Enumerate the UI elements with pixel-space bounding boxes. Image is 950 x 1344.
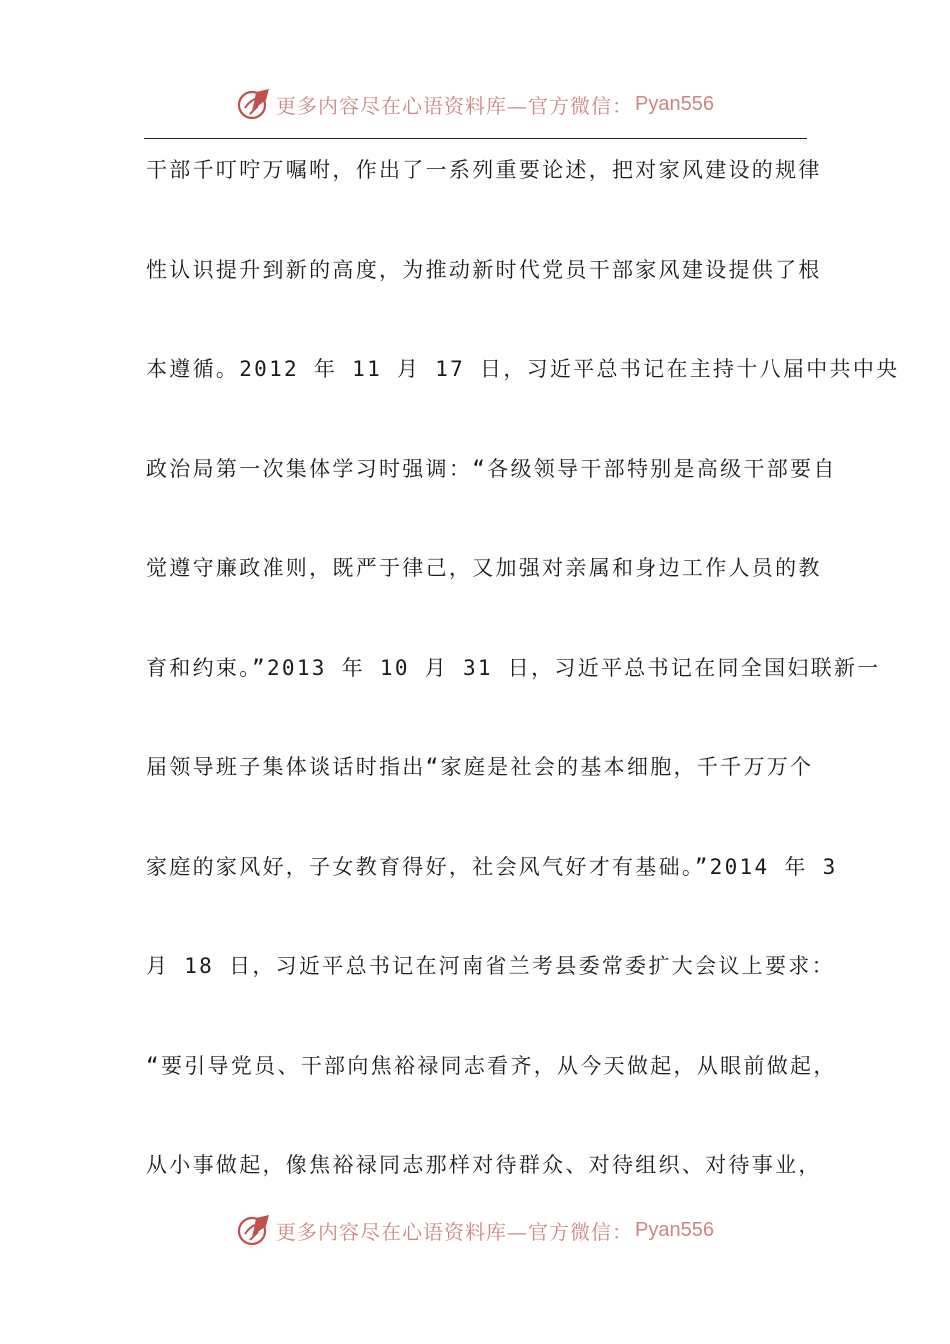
header-divider — [144, 138, 807, 139]
body-line: 本遵循。2012 年 11 月 17 日，习近平总书记在主持十八届中共中央 — [146, 357, 900, 381]
body-line: 育和约束。”2013 年 10 月 31 日，习近平总书记在同全国妇联新一 — [146, 655, 881, 680]
body-line: “要引导党员、干部向焦裕禄同志看齐，从今天做起，从眼前做起， — [146, 1053, 837, 1078]
body-line: 从小事做起，像焦裕禄同志那样对待群众、对待组织、对待事业， — [146, 1153, 822, 1177]
pen-logo-icon — [236, 86, 272, 122]
document-body — [146, 146, 900, 1241]
footer-banner-text: 更多内容尽在心语资料库—官方微信： — [276, 1219, 634, 1244]
body-line: 性认识提升到新的高度，为推动新时代党员干部家风建设提供了根 — [146, 257, 822, 282]
pen-logo-icon — [236, 1212, 272, 1248]
header-banner-wechat-id: Pyan556 — [635, 92, 714, 115]
footer-banner-wechat-id: Pyan556 — [635, 1218, 714, 1241]
header-banner — [0, 82, 950, 126]
header-banner-content — [236, 86, 714, 122]
header-banner-text: 更多内容尽在心语资料库—官方微信： — [276, 93, 634, 118]
body-line: 家庭的家风好，子女教育得好，社会风气好才有基础。”2014 年 3 — [146, 854, 838, 879]
body-line: 干部千叮咛万嘱咐，作出了一系列重要论述，把对家风建设的规律 — [146, 158, 822, 182]
body-line: 届领导班子集体谈话时指出“家庭是社会的基本细胞，千千万万个 — [146, 755, 814, 779]
footer-banner-content — [236, 1212, 714, 1248]
body-line: 月 18 日，习近平总书记在河南省兰考县委常委扩大会议上要求： — [146, 954, 835, 978]
footer-banner — [0, 1208, 950, 1252]
body-line: 觉遵守廉政准则，既严于律己，又加强对亲属和身边工作人员的教 — [146, 556, 822, 580]
body-line: 政治局第一次集体学习时强调：“各级领导干部特别是高级干部要自 — [146, 456, 837, 481]
